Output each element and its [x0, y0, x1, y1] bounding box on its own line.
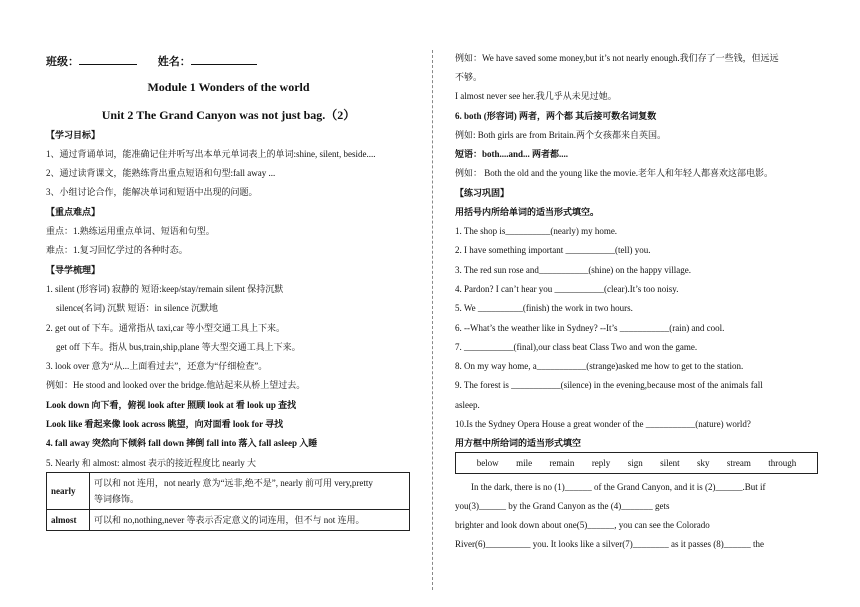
- table-row: [47, 473, 410, 510]
- module-title: Module 1 Wonders of the world: [147, 80, 310, 94]
- word-box-item: mile: [516, 458, 533, 468]
- phrase-line: 4. fall away 突然向下倾斜 fall down 摔倒 fall into 落入 fall asleep 入睡: [46, 438, 318, 448]
- note-line: silence(名词) 沉默 短语：in silence 沉默地: [56, 303, 218, 313]
- word-box-item: below: [476, 458, 499, 468]
- word-box-item: sign: [627, 458, 643, 468]
- word-box-item: silent: [660, 458, 680, 468]
- exercise-item: 7. ___________(final),our class beat Class Two and won the game.: [455, 342, 698, 352]
- note-line: 3. look over 意为“从...上面看过去”，还意为“仔细检查”。: [46, 361, 268, 371]
- example-line: 例如：He stood and looked over the bridge.他站起来从桥上望过去。: [46, 380, 306, 390]
- exercise-item: 10.Is the Sydney Opera House a great wonder of the ___________(nature) world?: [455, 419, 751, 429]
- table-cell: 可以和 no,nothing,never 等表示否定意义的词连用，但不与 not 连用。: [90, 510, 410, 531]
- word-box-item: stream: [726, 458, 751, 468]
- table-key: almost: [47, 510, 90, 531]
- name-label: 姓名：: [157, 56, 191, 68]
- exercise-instruction: 用括号内所给单词的适当形式填空。: [455, 207, 600, 217]
- word-box-item: sky: [696, 458, 710, 468]
- phrase-line: Look like 看起来像 look across 眺望，向对面看 look for 寻找: [46, 419, 284, 429]
- exercise-item: 8. On my way home, a___________(strange)asked me how to get to the station.: [455, 361, 744, 371]
- table-row: [47, 510, 410, 531]
- word-box: [455, 452, 818, 474]
- table-key: nearly: [47, 473, 90, 510]
- section-heading-keypoints: 【重点难点】: [46, 207, 101, 217]
- example-line: 例如: Both girls are from Britain.两个女孩都来自英国。: [455, 130, 666, 140]
- exercise-instruction: 用方框中所给词的适当形式填空: [455, 438, 582, 448]
- exercise-item: 9. The forest is ___________(silence) in the evening,because most of the animals fall: [455, 380, 763, 390]
- unit-title: Unit 2 The Grand Canyon was not just bag.（2）: [101, 108, 356, 122]
- name-blank[interactable]: [191, 56, 257, 65]
- word-box-item: through: [768, 458, 797, 468]
- section-heading-practice: 【练习巩固】: [455, 188, 510, 198]
- exercise-item-continued: asleep.: [455, 400, 480, 410]
- class-name-header: [46, 56, 257, 68]
- table-cell: 可以和 not 连用，not nearly 意为“远非,绝不是”, nearly 前可用 very,pretty 等词修饰。: [90, 473, 410, 510]
- note-line: 5. Nearly 和 almost: almost 表示的接近程度比 nearly 大: [46, 458, 256, 468]
- note-line: 2. get out of 下车。通常指从 taxi,car 等小型交通工具上下来。: [46, 323, 285, 333]
- phrase-line: Look down 向下看，俯视 look after 照顾 look at 看 look up 查找: [46, 400, 297, 410]
- objective-line: 3、小组讨论合作，能解决单词和短语中出现的问题。: [46, 187, 258, 197]
- passage-line: you(3)______ by the Grand Canyon as the (4)_______ gets: [455, 501, 670, 511]
- passage-line: In the dark, there is no (1)______ of the Grand Canyon, and it is (2)______.But if: [471, 482, 766, 492]
- column-divider: [432, 50, 433, 590]
- passage-line: River(6)__________ you. It looks like a silver(7)________ as it passes (8)______ the: [455, 539, 764, 549]
- exercise-item: 6. --What’s the weather like in Sydney? --It’s ___________(rain) and cool.: [455, 323, 725, 333]
- word-box-item: reply: [591, 458, 611, 468]
- objective-line: 1、通过背诵单词，能准确记住并听写出本单元单词表上的单词:shine, silent, beside....: [46, 149, 376, 159]
- section-heading-objectives: 【学习目标】: [46, 130, 101, 140]
- keypoint-line: 重点：1.熟练运用重点单词、短语和句型。: [46, 226, 215, 236]
- word-box-item: remain: [549, 458, 575, 468]
- example-line: I almost never see her.我几乎从未见过她。: [455, 91, 617, 101]
- example-line: 例如：We have saved some money,but it’s not nearly enough.我们存了一些钱，但远远: [455, 53, 779, 63]
- section-heading-guide: 【导学梳理】: [46, 265, 101, 275]
- class-blank[interactable]: [79, 56, 137, 65]
- passage-line: brighter and look down about one(5)______, you can see the Colorado: [455, 520, 710, 530]
- note-line: 6. both (形容词) 两者，两个都 其后接可数名词复数: [455, 111, 657, 121]
- example-line: 例如： Both the old and the young like the movie.老年人和年轻人都喜欢这部电影。: [455, 168, 773, 178]
- note-line: get off 下车。指从 bus,train,ship,plane 等大型交通工具上下来。: [56, 342, 301, 352]
- exercise-item: 5. We __________(finish) the work in two hours.: [455, 303, 633, 313]
- exercise-item: 4. Pardon? I can’t hear you ___________(clear).It’s too noisy.: [455, 284, 679, 294]
- nearly-almost-table: [46, 472, 410, 531]
- exercise-item: 2. I have something important ___________(tell) you.: [455, 245, 651, 255]
- exercise-item: 1. The shop is__________(nearly) my home.: [455, 226, 618, 236]
- class-label: 班级：: [46, 56, 79, 68]
- example-line: 不够。: [455, 72, 483, 82]
- phrase-line: 短语：both....and... 两者都....: [455, 149, 569, 159]
- difficulty-line: 难点：1.复习回忆学过的各种时态。: [46, 245, 188, 255]
- objective-line: 2、通过读背课文，能熟练背出重点短语和句型:fall away ...: [46, 168, 276, 178]
- note-line: 1. silent (形容词) 寂静的 短语:keep/stay/remain silent 保持沉默: [46, 284, 284, 294]
- exercise-item: 3. The red sun rose and___________(shine) on the happy village.: [455, 265, 692, 275]
